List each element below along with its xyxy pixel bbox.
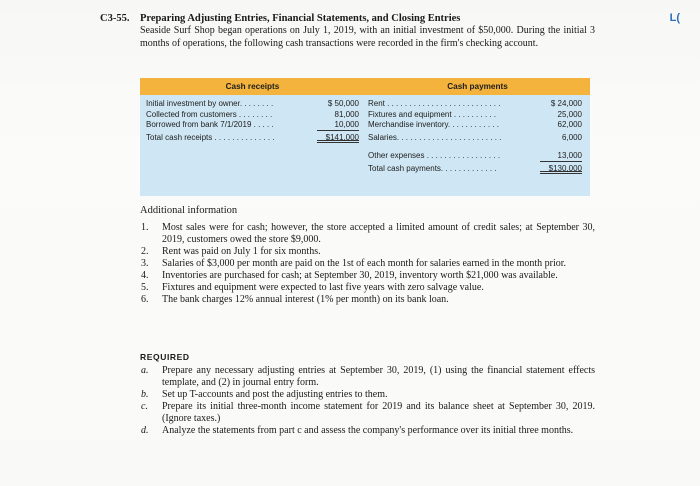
payment-label: Rent . . . . . . . . . . . . . . . . . . . . . . . . . . — [368, 99, 501, 108]
list-item-text: Fixtures and equipment were expected to last five years with zero salvage value. — [162, 282, 484, 293]
table-row — [146, 133, 359, 144]
receipt-total-label: Total cash receipts . . . . . . . . . . . . . . — [146, 132, 275, 142]
list-item-letter: a. — [141, 365, 149, 376]
list-item — [140, 401, 595, 425]
list-item-text: Most sales were for cash; however, the store accepted a limited amount of credit sales; at September 30, 2019, customers owed the store $9,000. — [162, 222, 595, 245]
problem-heading — [100, 12, 600, 25]
corner-mark: L( — [669, 12, 680, 24]
list-item — [140, 425, 595, 437]
list-item-letter: c. — [141, 401, 148, 412]
payment-total-value: $130,000 — [540, 164, 582, 175]
receipt-value: $ 50,000 — [327, 99, 359, 108]
list-item-number: 5. — [141, 282, 149, 293]
table-row — [146, 110, 359, 121]
cash-transactions-table — [140, 78, 590, 196]
list-item-text: Set up T-accounts and post the adjusting entries to them. — [162, 389, 388, 400]
list-item-number: 3. — [141, 258, 149, 269]
problem-number: C3-55. — [100, 13, 130, 24]
receipt-value: 10,000 — [317, 120, 359, 131]
receipt-label: Initial investment by owner. . . . . . . . — [146, 99, 274, 108]
list-item — [140, 282, 595, 294]
list-item — [140, 294, 595, 306]
list-item — [140, 365, 595, 389]
list-item-letter: b. — [141, 389, 149, 400]
cash-payments-header: Cash payments — [447, 82, 508, 91]
list-item-text: The bank charges 12% annual interest (1% per month) on its bank loan. — [162, 294, 449, 305]
cash-table-header — [140, 78, 590, 95]
list-item-text: Inventories are purchased for cash; at September 30, 2019, inventory worth $21,000 was available. — [162, 270, 558, 281]
required-list — [140, 365, 595, 437]
list-item-text: Prepare any necessary adjusting entries at September 30, 2019, (1) using the financial statement effects template, and (2) in journal entry form. — [162, 365, 595, 388]
list-item-text: Rent was paid on July 1 for six months. — [162, 246, 321, 257]
list-item-text: Analyze the statements from part c and assess the company's performance over its initial three months. — [162, 425, 574, 436]
receipt-value: 81,000 — [334, 109, 359, 119]
payment-value: 6,000 — [561, 132, 582, 142]
list-item-number: 6. — [141, 294, 149, 305]
payment-value: $ 24,000 — [550, 99, 582, 108]
receipt-label: Collected from customers . . . . . . . . — [146, 109, 273, 119]
cash-receipts-column — [146, 99, 359, 143]
payment-label: Merchandise inventory. . . . . . . . . . . . — [368, 120, 500, 129]
additional-info-list — [140, 222, 595, 306]
payment-value: 25,000 — [557, 109, 582, 119]
list-item — [140, 246, 595, 258]
payment-total-label: Total cash payments. . . . . . . . . . . . . — [368, 163, 497, 173]
list-item-number: 4. — [141, 270, 149, 281]
list-item — [140, 222, 595, 246]
table-row — [368, 133, 582, 144]
table-row — [368, 110, 582, 121]
cash-payments-column — [368, 99, 582, 174]
table-row — [368, 99, 582, 110]
problem-intro: Seaside Surf Shop began operations on July 1, 2019, with an initial investment of $50,000. During the initial 3 months of operations, the following cash transactions were recorded in the firm's checking account. — [140, 25, 595, 49]
receipt-label: Borrowed from bank 7/1/2019 . . . . . — [146, 120, 274, 129]
list-item — [140, 270, 595, 282]
list-item-letter: d. — [141, 425, 149, 436]
required-heading: REQUIRED — [140, 352, 190, 362]
list-item-text: Salaries of $3,000 per month are paid on the 1st of each month for salaries earned in the month prior. — [162, 258, 567, 269]
payment-label: Fixtures and equipment . . . . . . . . . . — [368, 109, 497, 119]
table-row — [146, 120, 359, 131]
receipt-total-value: $141,000 — [317, 133, 359, 144]
cash-receipts-header: Cash receipts — [225, 82, 280, 91]
table-row — [146, 99, 359, 110]
additional-info-heading: Additional information — [140, 205, 238, 216]
list-item-number: 1. — [141, 222, 149, 233]
list-item-text: Prepare its initial three-month income statement for 2019 and its balance sheet at September 30, 2019. (Ignore taxes.) — [162, 401, 595, 424]
problem-title: Preparing Adjusting Entries, Financial Statements, and Closing Entries — [140, 13, 461, 24]
table-row — [368, 151, 582, 162]
list-item-number: 2. — [141, 246, 149, 257]
table-row — [368, 120, 582, 131]
list-item — [140, 258, 595, 270]
table-row — [368, 164, 582, 175]
payment-label: Salaries. . . . . . . . . . . . . . . . . . . . . . . . — [368, 132, 502, 142]
list-item — [140, 389, 595, 401]
payment-label: Other expenses . . . . . . . . . . . . . . . . . — [368, 151, 501, 160]
payment-value: 13,000 — [540, 151, 582, 162]
payment-value: 62,000 — [557, 120, 582, 129]
